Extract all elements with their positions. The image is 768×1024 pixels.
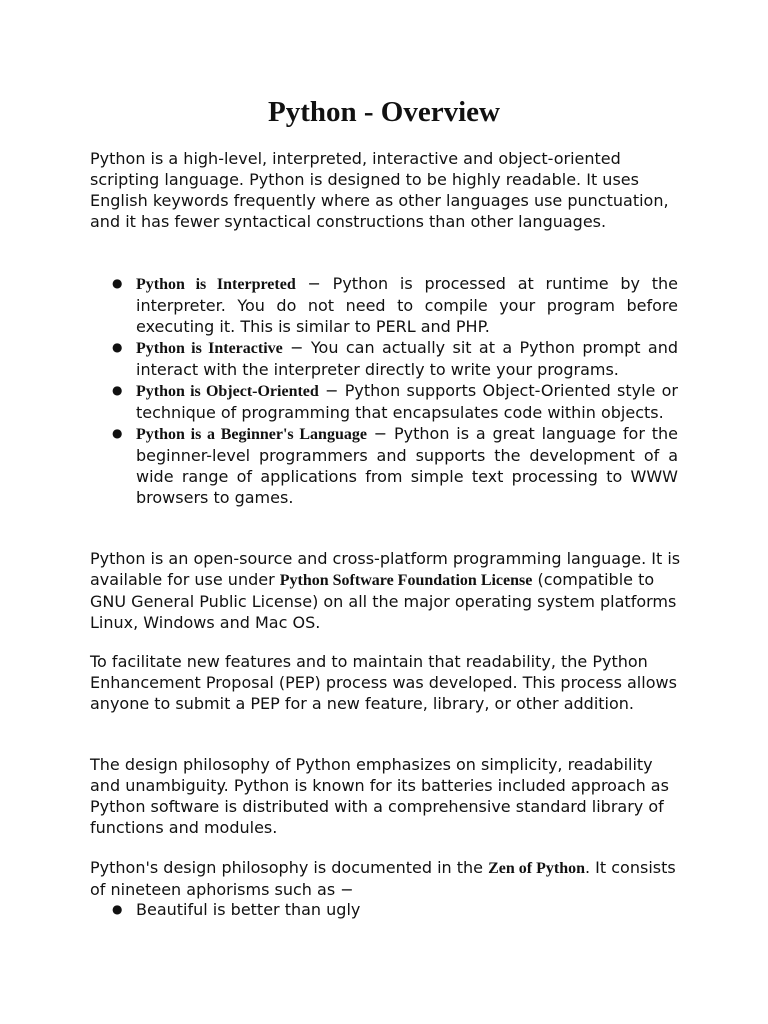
license-text-after: (compatible to GNU General Public License) on all the major operating system platforms Linux, Windows and Mac OS. — [90, 570, 677, 632]
bullet-icon: ● — [112, 276, 123, 290]
feature-text: − Python is a great language for the beginner-level programmers and supports the development of a wide range of applications from simple text processing to WWW browsers to games. — [136, 424, 678, 507]
design-paragraph: The design philosophy of Python emphasizes on simplicity, readability and unambiguity. Python is known for its batteries included approach as Python software is distributed with a comprehensive standard library of functions and modules. — [90, 755, 669, 837]
features-list — [90, 273, 678, 508]
list-item — [90, 899, 678, 920]
feature-text: − You can actually sit at a Python prompt and interact with the interpreter directly to write your programs. — [136, 338, 679, 379]
intro-paragraph: Python is a high-level, interpreted, interactive and object-oriented scripting language. Python is designed to be highly readable. It uses English keywords frequently where as other languages use punctuation, and it has fewer syntactical constructions than other languages. — [90, 149, 669, 231]
feature-term: Python is Object-Oriented — [136, 383, 319, 400]
license-paragraph — [90, 548, 686, 633]
zen-term: Zen of Python — [488, 860, 585, 877]
feature-term: Python is Interpreted — [136, 276, 296, 293]
bullet-icon: ● — [112, 340, 123, 354]
feature-text: − Python is processed at runtime by the interpreter. You do not need to compile your program before executing it. This is similar to PERL and PHP. — [136, 274, 678, 336]
zen-text-before: Python's design philosophy is documented in the — [90, 858, 489, 877]
zen-text-after: . It consists of nineteen aphorisms such as − — [90, 858, 676, 899]
zen-paragraph — [90, 857, 686, 900]
list-item — [90, 337, 678, 380]
page-title: Python - Overview — [268, 96, 500, 128]
license-term: Python Software Foundation License — [279, 572, 533, 589]
pep-paragraph: To facilitate new features and to maintain that readability, the Python Enhancement Proposal (PEP) process was developed. This process allows anyone to submit a PEP for a new feature, library, or other addition. — [90, 652, 677, 713]
feature-term: Python is Interactive — [136, 340, 283, 357]
feature-term: Python is a Beginner's Language — [136, 426, 367, 443]
list-item — [90, 423, 678, 508]
bullet-icon: ● — [112, 383, 123, 397]
bullet-icon: ● — [112, 426, 123, 440]
license-text-before: Python is an open-source and cross-platform programming language. It is available for use under — [90, 549, 681, 589]
zen-aphorism: Beautiful is better than ugly — [136, 900, 361, 919]
list-item — [90, 380, 678, 423]
zen-list — [90, 899, 678, 920]
bullet-icon: ● — [112, 902, 123, 916]
list-item — [90, 273, 678, 337]
feature-text: − Python supports Object-Oriented style or technique of programming that encapsulates code within objects. — [136, 381, 678, 422]
